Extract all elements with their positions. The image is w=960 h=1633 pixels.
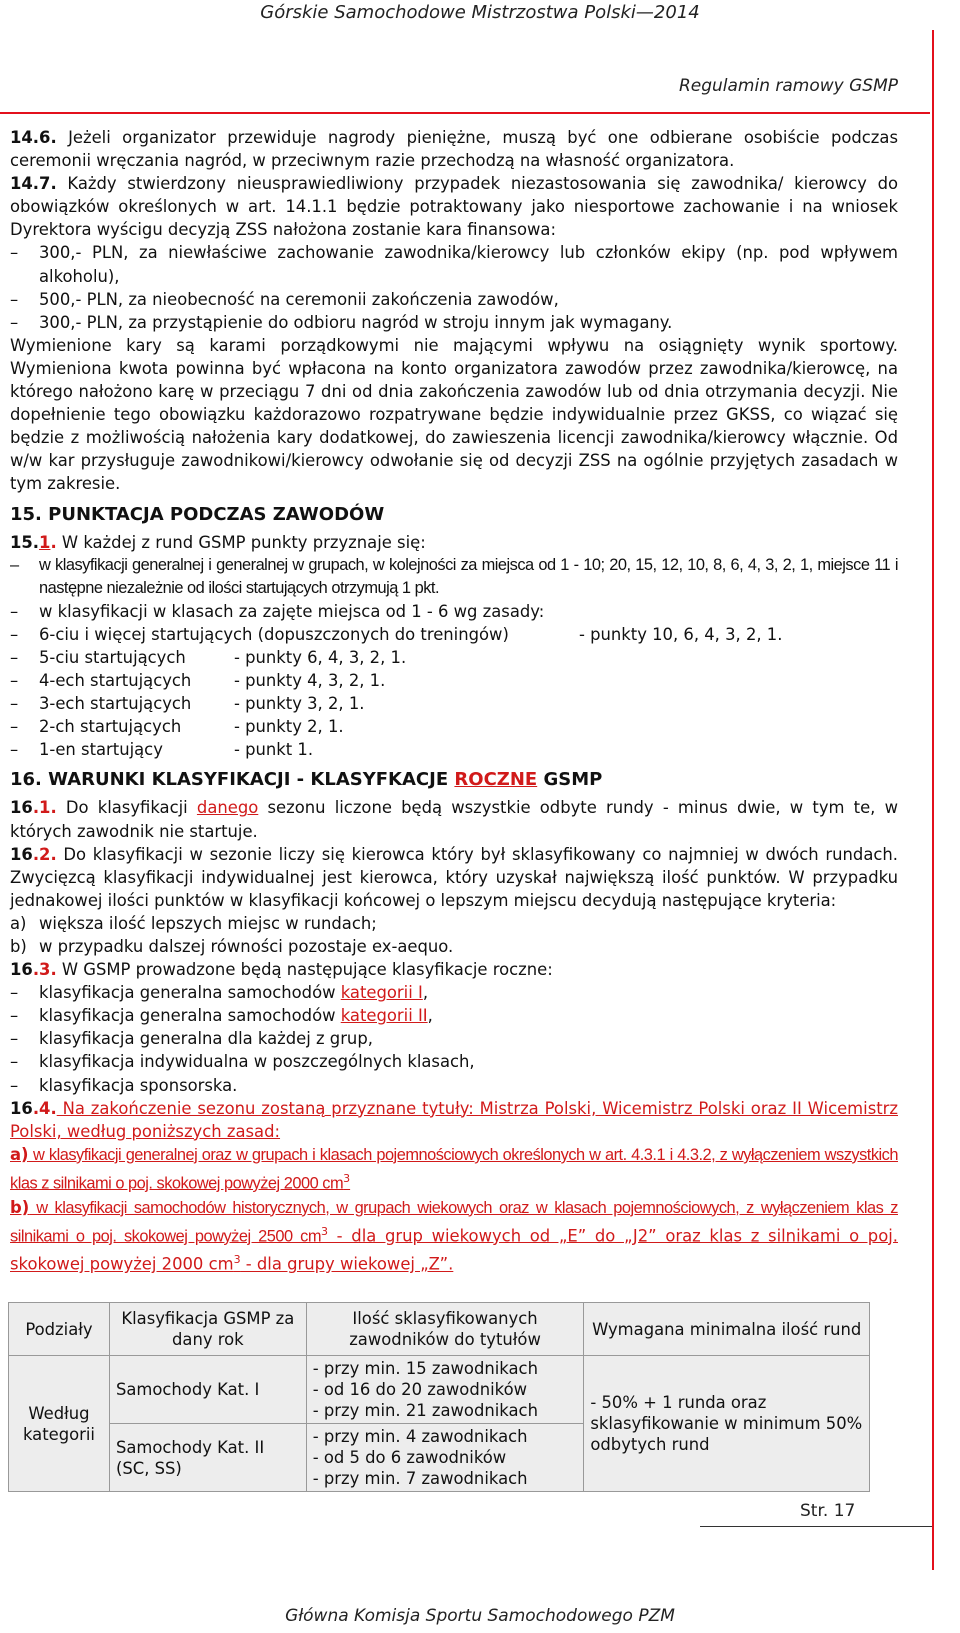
points-rule-label: 4-ech startujących: [39, 671, 192, 691]
list-item: – klasyfikacja generalna dla każdej z grup,: [10, 1027, 898, 1050]
list-item: – 300,- PLN, za przystąpienie do odbioru nagród w stroju innym jak wymagany.: [10, 311, 898, 334]
list-item: [10, 669, 898, 692]
rule-item-b: [10, 1196, 898, 1276]
section-number: [10, 960, 57, 979]
section-number-part: .4.: [32, 1098, 57, 1118]
section-heading-16: [10, 767, 898, 792]
table-header-cell: Ilość sklasyfikowanych zawodników do tytułów: [306, 1303, 584, 1356]
list-item-text: ,: [427, 1006, 433, 1026]
points-rule-value: - punkt 1.: [234, 740, 314, 760]
list-item: [10, 623, 898, 646]
rule-item-a: [10, 1143, 898, 1196]
list-item: [10, 1004, 898, 1027]
heading-part: ROCZNE: [454, 769, 538, 791]
superscript: 3: [343, 1171, 351, 1185]
list-item: [10, 981, 898, 1004]
list-item: [10, 912, 898, 935]
document-footer: Główna Komisja Sportu Samochodowego PZM: [285, 1606, 675, 1626]
section-number-part: 1: [39, 532, 51, 552]
paragraph-15-1: [10, 531, 898, 554]
list-item-text: - dla grup wiekowych od „E” do „J2” oraz klas z silnikami o poj. skokowej powyżej 2000 cm: [10, 1226, 898, 1274]
section-number-part: .2.: [32, 844, 57, 864]
list-item: [10, 715, 898, 738]
points-rule-value: - punkty 3, 2, 1.: [234, 694, 365, 714]
list-item: [10, 738, 898, 761]
list-item-text: w klasyfikacji samochodów historycznych, w grupach wiekowych oraz w klasach pojemnościowych, z wyłączeniem klas z silnikami o poj. skokowej powyżej 2500 cm: [10, 1198, 898, 1246]
list-item: – w klasyfikacji w klasach za zajęte miejsca od 1 - 6 wg zasady:: [10, 600, 898, 623]
table-cell: Samochody Kat. II (SC, SS): [109, 1424, 306, 1492]
section-number: [10, 1099, 57, 1118]
paragraph-14-7: [10, 172, 898, 241]
paragraph-text: Na zakończenie sezonu zostaną przyznane tytuły: Mistrza Polski, Wicemistrz Polski oraz II Wicemistrz Polski, według poniższych zasad:: [10, 1098, 898, 1141]
section-number-part: 16: [10, 1098, 33, 1118]
red-horizontal-rule: [0, 112, 930, 114]
table-cell: [306, 1356, 584, 1424]
list-marker: b): [10, 1197, 30, 1217]
points-rule-label: 5-ciu startujących: [39, 647, 186, 667]
heading-part: GSMP: [537, 769, 603, 791]
threshold-line: - od 5 do 6 zawodników: [312, 1448, 507, 1467]
paragraph-text: Wymienione kary są karami porządkowymi nie mającymi wpływu na osiągnięty wynik sportowy. Wymieniona kwota powinna być wpłacona na konto organizatora zawodów przez zawodnika/kierowcę, na którego nałożono karę w przeciągu 7 dni od dnia zakończenia zawodów lub od dnia otrzymania decyzji. Nie dopełnienie tego obowiązku każdorazowo rozpatrywane będzie indywidualnie przez GKSS, co wiązać się będzie z możliwością nałożenia kary dodatkowej, do zawieszenia licencji zawodnika/kierowcy włącznie. Od w/w kar przysługuje zawodnikowi/kierowcy odwołanie się od decyzji ZSS na ogólnie przyjętych zasadach w tym zakresie.: [10, 335, 898, 494]
points-rule-value: - punkty 6, 4, 3, 2, 1.: [234, 647, 407, 667]
threshold-line: - przy min. 21 zawodnikach: [312, 1401, 538, 1420]
superscript: 3: [321, 1224, 328, 1238]
list-marker: b): [10, 937, 27, 956]
list-item-text: kategorii I: [340, 983, 423, 1003]
list-item: [10, 646, 898, 669]
section-number: [10, 533, 57, 552]
points-rule-label: 2-ch startujących: [39, 717, 182, 737]
section-number-part: .1.: [32, 798, 57, 818]
section-number-part: 16: [10, 844, 33, 864]
heading-part: 16. WARUNKI KLASYFIKACJI - KLASYFKACJE: [10, 769, 455, 791]
red-vertical-rule: [932, 30, 934, 1570]
section-number: [10, 798, 57, 817]
table-header-cell: Podziały: [9, 1303, 110, 1356]
section-number-part: 16: [10, 798, 33, 818]
section-number-part: .3.: [32, 960, 57, 980]
list-item-text: ,: [422, 983, 429, 1003]
list-item-text: większa ilość lepszych miejsc w rundach;: [39, 913, 377, 933]
points-rule-label: 3-ech startujących: [39, 694, 192, 714]
list-item-text: - dla grupy wiekowej „Z”.: [240, 1254, 454, 1274]
section-number-part: 16: [10, 960, 33, 980]
list-item: – 300,- PLN, za niewłaściwe zachowanie zawodnika/kierowcy lub członków ekipy (np. pod wpływem alkoholu),: [10, 241, 898, 287]
section-number: 14.7.: [10, 174, 57, 194]
points-rule-label: 6-ciu i więcej startujących (dopuszczonych do treningów): [39, 624, 509, 644]
threshold-line: - przy min. 7 zawodnikach: [312, 1469, 528, 1488]
paragraph-text: sezonu liczone będą wszystkie odbyte rundy - minus dwie, w tym te, w których zawodnik nie startuje.: [10, 798, 898, 841]
paragraph-text: W każdej z rund GSMP punkty przyznaje się:: [56, 532, 426, 552]
list-item-text: w przypadku dalszej równości pozostaje ex-aequo.: [39, 937, 454, 956]
document-header-title: Górskie Samochodowe Mistrzostwa Polski—2014: [260, 2, 700, 23]
paragraph-text: Do klasyfikacji w sezonie liczy się kierowca który był sklasyfikowany co najmniej w dwóch rundach. Zwycięzcą klasyfikacji indywidualnej jest kierowca, który uzyskał największą ilość punktów. W przypadku jednakowej ilości punktów w klasyfikacji końcowej o lepszym miejscu decydują następujące kryteria:: [10, 844, 898, 910]
list-item-text: w klasyfikacji generalnej oraz w grupach i klasach pojemnościowych określonych w art. 4.3.1 i 4.3.2, z wyłączeniem wszystkich klas z silnikami o poj. skokowej powyżej 2000 cm: [10, 1145, 898, 1193]
page-number-rule: [700, 1526, 932, 1527]
table-header-cell: Klasyfikacja GSMP za dany rok: [109, 1303, 306, 1356]
list-item: – 500,- PLN, za nieobecność na ceremonii zakończenia zawodów,: [10, 288, 898, 311]
paragraph-16-1: [10, 796, 898, 842]
table-cell: [306, 1424, 584, 1492]
superscript: 3: [233, 1253, 241, 1267]
page-number: Str. 17: [800, 1501, 856, 1521]
list-item-text: klasyfikacja generalna samochodów: [39, 983, 341, 1003]
paragraph-16-2: [10, 843, 898, 912]
list-marker: a): [10, 913, 27, 933]
paragraph-text: danego: [196, 798, 259, 818]
list-item: – klasyfikacja sponsorska.: [10, 1074, 898, 1097]
document-header-subtitle: Regulamin ramowy GSMP: [678, 76, 898, 96]
paragraph-text: Każdy stwierdzony nieusprawiedliwiony przypadek niezastosowania się zawodnika/ kierowcy do obowiązków określonych w art. 14.1.1 będzie potraktowany jako niesportowe zachowanie i na wniosek Dyrektora wyścigu decyzją ZSS nałożona zostanie kara finansowa:: [10, 174, 898, 240]
paragraph-text: W GSMP prowadzone będą następujące klasyfikacje roczne:: [56, 960, 553, 980]
paragraph-16-3: [10, 958, 898, 981]
list-marker: a): [10, 1144, 29, 1164]
section-number-part: 15.: [10, 532, 40, 552]
table-cell: Samochody Kat. I: [109, 1356, 306, 1424]
list-item: [10, 935, 898, 958]
section-heading-15: 15. PUNKTACJA PODCZAS ZAWODÓW: [10, 503, 385, 525]
paragraph-text: Do klasyfikacji: [56, 798, 197, 818]
document-body: [10, 126, 898, 1276]
section-number: 14.6.: [10, 128, 57, 147]
threshold-line: - przy min. 15 zawodnikach: [312, 1359, 538, 1378]
list-item: – w klasyfikacji generalnej i generalnej w grupach, w kolejności za miejsca od 1 - 10; 20, 15, 12, 10, 8, 6, 4, 3, 2, 1, miejsce 11 i następne niezależnie od ilości startujących otrzymują 1 pkt.: [10, 554, 898, 600]
table-row: [9, 1356, 870, 1424]
paragraph-14-6: [10, 126, 898, 172]
list-item: – klasyfikacja indywidualna w poszczególnych klasach,: [10, 1050, 898, 1073]
section-number: [10, 845, 57, 864]
paragraph-16-4: [10, 1097, 898, 1143]
paragraph-text: Jeżeli organizator przewiduje nagrody pieniężne, muszą być one odbierane osobiście podczas ceremonii wręczania nagród, w przeciwnym razie przechodzą na własność organizatora.: [10, 128, 898, 171]
classification-table: [8, 1302, 870, 1492]
points-rule-value: - punkty 2, 1.: [234, 717, 344, 737]
threshold-line: - przy min. 4 zawodnikach: [312, 1427, 528, 1446]
points-rule-value: - punkty 4, 3, 2, 1.: [234, 671, 386, 691]
table-header-cell: Wymagana minimalna ilość rund: [584, 1303, 870, 1356]
table-cell: - 50% + 1 runda oraz sklasyfikowanie w minimum 50% odbytych rund: [584, 1356, 870, 1492]
threshold-line: - od 16 do 20 zawodników: [312, 1380, 528, 1399]
section-number-part: .: [50, 532, 57, 552]
points-rule-value: - punkty 10, 6, 4, 3, 2, 1.: [579, 624, 783, 644]
list-item: [10, 692, 898, 715]
points-rule-label: 1-en startujący: [39, 740, 163, 760]
list-item-text: kategorii II: [340, 1006, 428, 1026]
table-header-row: [9, 1303, 870, 1356]
list-item-text: klasyfikacja generalna samochodów: [39, 1006, 341, 1026]
table-cell: Według kategorii: [9, 1356, 110, 1492]
